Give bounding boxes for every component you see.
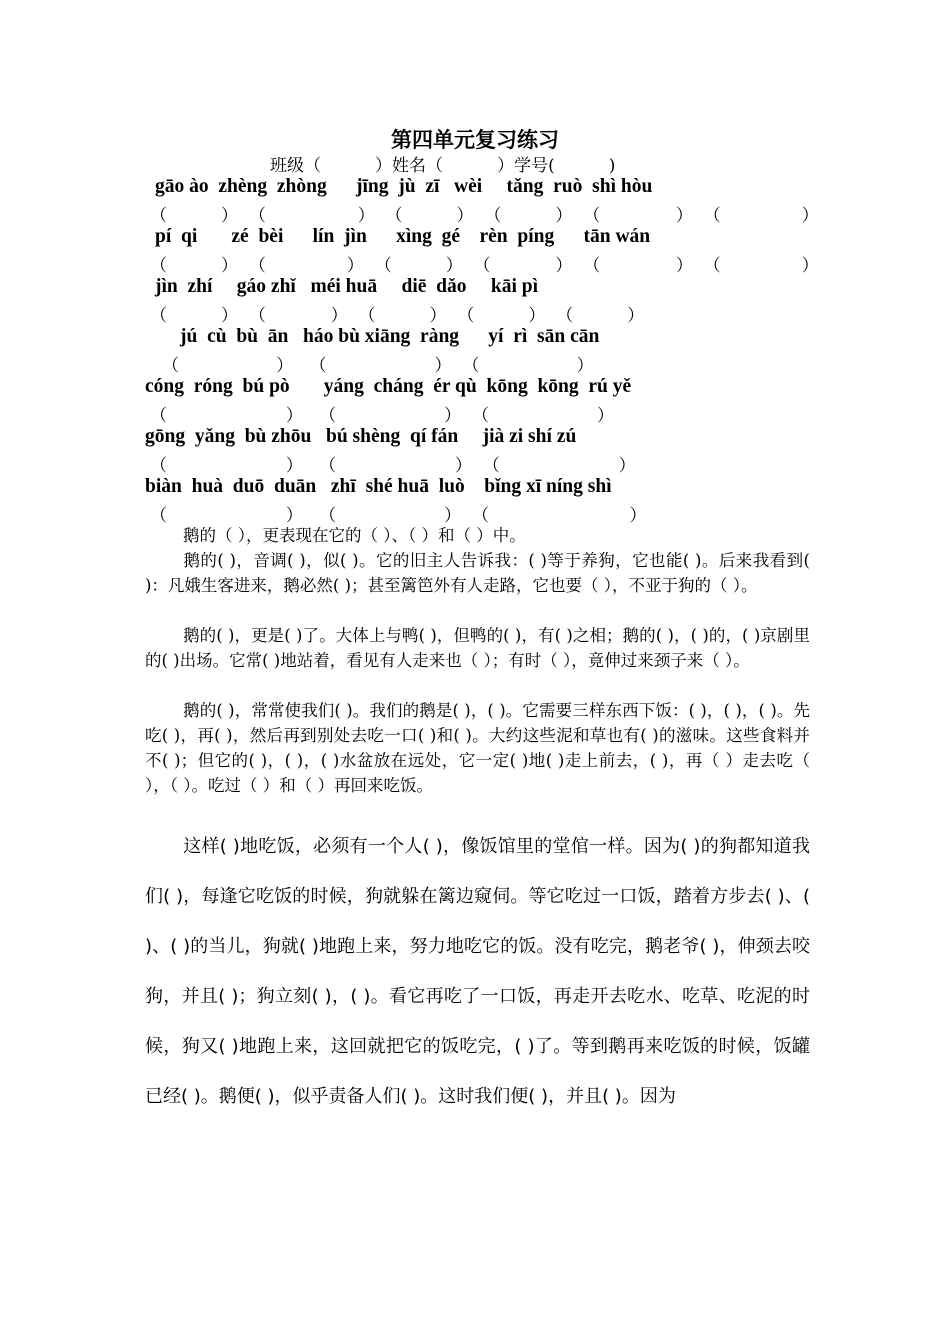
reading-paragraph-5 xyxy=(145,822,810,1122)
paragraph-5-text: 这样( )地吃饭，必须有一个人( )，像饭馆里的堂倌一样。因为( )的狗都知道我们( )，每逢它吃饭的时候，狗就躲在篱边窥伺。等它吃过一口饭，踏着方步去( )、( )、( )的当儿，狗就( )地跑上来，努力地吃它的饭。没有吃完，鹅老爷( )，伸颈去咬狗，并且( )；狗立刻( )，( )。看它再吃了一口饭，再走开去吃水、吃草、吃泥的时候，狗又( )地跑上来，这回就把它的饭吃完，( )了。等到鹅再来吃饭的时候，饭罐已经( )。鹅便( )，似乎责备人们( )。这时我们便( )，并且( )。因为 xyxy=(145,836,810,1107)
pinyin-row-7: biàn huà duō duān zhī shé huā luò bǐng xī níng shì xyxy=(145,476,612,497)
answer-parens-row-7: （ ） （ ） （ ） xyxy=(150,506,647,526)
reading-paragraph-4 xyxy=(145,698,810,798)
paragraph-4-text: 鹅的( )，常常使我们( )。我们的鹅是( )，( )。它需要三样东西下饭：( )，( )，( )。先吃( )，再( )，然后再到别处去吃一口( )和( )。大约这些泥和草也有( )的滋味。这些食料并不( )；但它的( )，( )，( )水盆放在远处，它一定( )地( )走上前去，( )，再（ ）走去吃（ ），（ ）。吃过（ ）和（ ）再回来吃饭。 xyxy=(145,701,810,795)
pinyin-row-5: cóng róng bú pò yáng cháng ér qù kōng kōng rú yě xyxy=(145,376,632,397)
pinyin-row-2: pí qi zé bèi lín jìn xìng gé rèn píng tān wán xyxy=(155,226,651,247)
answer-parens-row-1: （ ） （ ） （ ） （ ） （ ） （ ） xyxy=(150,206,819,226)
answer-parens-row-3: （ ） （ ） （ ） （ ） （ ） xyxy=(150,306,645,326)
answer-parens-row-6: （ ） （ ） （ ） xyxy=(150,456,636,476)
paragraph-3-text: 鹅的( )，更是( )了。大体上与鸭( )，但鸭的( )，有( )之相；鹅的( )，( )的，( )京剧里的( )出场。它常( )地站着，看见有人走来也（ ）；有时（ ），竟伸过来颈子来（ ）。 xyxy=(145,626,810,670)
answer-parens-row-2: （ ） （ ） （ ） （ ） （ ） （ ） xyxy=(150,256,819,276)
answer-parens-row-4: （ ） （ ） （ ） xyxy=(162,356,594,376)
answer-parens-row-5: （ ） （ ） （ ） xyxy=(150,406,615,426)
page-title: 第四单元复习练习 xyxy=(391,127,559,152)
reading-paragraph-2 xyxy=(145,548,810,598)
reading-paragraph-1 xyxy=(145,523,810,548)
pinyin-row-6: gōng yǎng bù zhōu bú shèng qí fán jià zi shí zú xyxy=(145,426,577,447)
pinyin-row-3: jìn zhí gáo zhǐ méi huā diē dǎo kāi pì xyxy=(155,276,539,297)
pinyin-row-4: jú cù bù ān háo bù xiāng ràng yí rì sān cān xyxy=(180,326,600,347)
reading-paragraph-3 xyxy=(145,623,810,673)
paragraph-2-text: 鹅的( )，音调( )，似( )。它的旧主人告诉我：( )等于养狗，它也能( )。后来我看到( )：凡娥生客进来，鹅必然( )；甚至篱笆外有人走路，它也要（ ），不亚于狗的（ ）。 xyxy=(145,551,810,595)
pinyin-row-1: gāo ào zhèng zhòng jīng jù zī wèi tǎng ruò shì hòu xyxy=(155,176,653,197)
student-info-line: 班级（ ）姓名（ ）学号( ) xyxy=(270,156,616,176)
paragraph-1-text: 鹅的（ ），更表现在它的（ ）、（ ）和（ ）中。 xyxy=(183,526,526,545)
